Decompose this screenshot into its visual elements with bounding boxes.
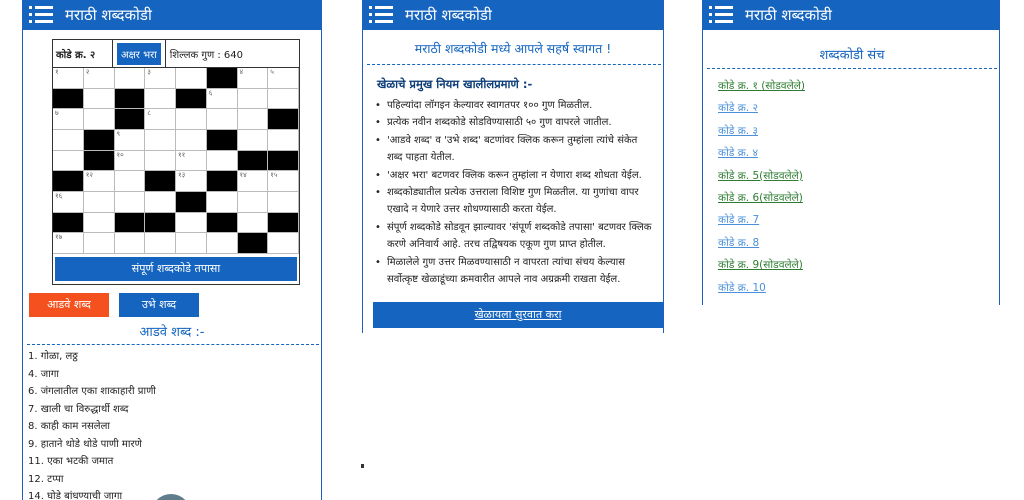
grid-cell-black [145,171,176,192]
grid-cell-black [207,68,238,89]
hamburger-menu-icon[interactable] [369,6,393,24]
crossword-header [53,40,299,68]
puzzle-link[interactable]: कोडे क्र. १ (सोडवलेले) [718,80,805,92]
clue-item: 8. काही काम नसलेला [28,421,110,432]
grid-cell[interactable] [176,151,207,172]
grid-cell[interactable] [176,213,207,234]
grid-cell[interactable] [115,130,146,151]
grid-cell[interactable] [238,192,269,213]
grid-cell-black [176,192,207,213]
grid-cell[interactable] [145,233,176,254]
tab-down[interactable]: उभे शब्द [119,293,199,317]
grid-cell[interactable] [238,130,269,151]
cell-number: ८ [147,109,151,118]
grid-cell-black [53,171,84,192]
grid-cell[interactable] [268,233,299,254]
cell-number: १७ [55,233,63,242]
grid-cell[interactable] [207,89,238,110]
app-title: मराठी शब्दकोडी [745,6,832,24]
grid-cell[interactable] [176,130,207,151]
puzzle-list-item [718,168,805,190]
cell-number: ३ [147,68,151,76]
puzzle-list-screen [702,0,1000,305]
grid-cell[interactable] [176,109,207,130]
grid-cell[interactable] [268,130,299,151]
rule-item: • पहिल्यांदा लॉगइन केल्यावर स्वागतपर १०० गुण मिळतील. [373,97,655,114]
puzzle-link[interactable]: कोडे क्र. 6(सोडवलेले) [718,191,803,204]
grid-cell[interactable] [53,151,84,172]
grid-cell[interactable] [84,109,115,130]
grid-cell[interactable] [53,109,84,130]
puzzle-code: कोडे क्र. २ [53,40,113,67]
puzzle-link[interactable]: कोडे क्र. ३ [718,124,758,137]
grid-cell-black [207,171,238,192]
grid-cell[interactable] [145,192,176,213]
clue-item: 11. एका भटकी जमात [28,456,114,467]
rules-title: खेळाचे प्रमुख नियम खालीलप्रमाणे :- [377,77,533,91]
check-crossword-button[interactable]: संपूर्ण शब्दकोडे तपासा [55,257,297,281]
cell-number: ७ [55,109,59,118]
rule-item: • 'आडवे शब्द' व 'उभे शब्द' बटणांवर क्लिक करून तुम्हांला त्यांचे संकेत शब्द पाहता येतील. [373,132,655,167]
grid-cell[interactable] [53,192,84,213]
grid-cell[interactable] [115,192,146,213]
puzzle-list-item [718,257,805,279]
puzzle-link[interactable]: कोडे क्र. ४ [718,147,758,160]
hamburger-menu-icon[interactable] [709,6,733,24]
grid-cell-black [145,213,176,234]
crossword-screen [22,0,322,500]
rule-item: • 'अक्षर भरा' बटणवर क्लिक करून तुम्हांला न येणारा शब्द शोधता येईल. [373,167,655,184]
puzzle-list-item [718,190,805,212]
rule-item: • शब्दकोड्यातील प्रत्येक उत्तराला विशिष्ट गुण मिळतील. या गुणांचा वापर एखादे न येणारे उत्तर शोधण्यासाठी करता येईल. [373,184,655,219]
hamburger-menu-icon[interactable] [29,6,53,24]
cell-number: ५ [270,68,274,76]
cell-number: १५ [270,171,278,180]
puzzle-link[interactable]: कोडे क्र. 10 [718,281,766,294]
grid-cell[interactable] [268,89,299,110]
grid-cell[interactable] [238,89,269,110]
puzzle-link[interactable]: कोडे क्र. 8 [718,236,760,249]
grid-cell[interactable] [207,151,238,172]
grid-cell[interactable] [176,171,207,192]
clue-item: 12. टप्पा [28,473,64,485]
grid-cell[interactable] [176,68,207,89]
grid-cell[interactable] [268,171,299,192]
grid-cell-black [115,109,146,130]
app-header [23,0,321,30]
puzzle-list [718,78,805,302]
clue-item: 4. जागा [28,368,59,380]
puzzle-link[interactable]: कोडे क्र. 9(सोडवलेले) [718,259,803,272]
grid-cell[interactable] [53,130,84,151]
grid-cell-black [238,151,269,172]
grid-cell-black [268,213,299,234]
floating-action-button[interactable] [151,494,191,500]
grid-cell[interactable] [145,130,176,151]
start-game-button[interactable]: खेळायला सुरवात करा [373,302,663,328]
grid-cell-black [238,233,269,254]
grid-cell[interactable] [115,171,146,192]
divider [367,64,661,65]
grid-cell[interactable] [115,151,146,172]
grid-cell[interactable] [84,233,115,254]
clue-item: 1. गोळा, लठ्ठ [28,351,78,362]
grid-cell[interactable] [268,68,299,89]
rules-list [373,97,655,288]
welcome-screen [362,0,664,333]
cell-number: १२ [85,171,94,180]
grid-cell[interactable] [238,68,269,89]
cell-number: १३ [178,171,186,180]
grid-cell[interactable] [207,233,238,254]
puzzle-list-item [718,280,805,302]
grid-cell-black [84,130,115,151]
cell-number: १६ [55,192,63,200]
tab-across[interactable]: आडवे शब्द [29,293,109,317]
grid-cell-black [207,213,238,234]
grid-cell[interactable] [238,213,269,234]
clue-tabs [29,293,199,317]
rule-item: • संपूर्ण शब्दकोडे सोडवून झाल्यावर 'संपूर्ण शब्दकोडे तपासा' बटणवर क्लिक करणे अनिवार्य आहे. तरच तद्विषयक एकूण गुण प्राप्त होतील. [373,219,655,254]
clue-item: 9. हाताने थोडे थोडे पाणी मारणे [28,438,142,450]
grid-cell-black [53,89,84,110]
app-title: मराठी शब्दकोडी [65,6,152,24]
puzzle-link[interactable]: कोडे क्र. 5(सोडवलेले) [718,169,803,182]
puzzle-list-item [718,212,805,234]
grid-cell[interactable] [176,233,207,254]
grid-cell[interactable] [207,109,238,130]
grid-cell[interactable] [84,192,115,213]
grid-cell[interactable] [115,68,146,89]
puzzle-list-item [718,78,805,100]
cell-number: ४ [239,68,244,76]
app-header [703,0,999,30]
app-title: मराठी शब्दकोडी [405,6,492,24]
rule-item: • मिळालेले गुण उत्तर मिळवण्यासाठी न वापरता त्यांचा संचय केल्यास सर्वोत्कृष्ट खेळाडूंच्या क्रमवारीत आपले नाव अग्रक्रमी राखता येईल. [373,254,655,289]
welcome-heading: मराठी शब्दकोडी मध्ये आपले सहर्ष स्वागत ! [414,41,612,56]
across-section-title: आडवे शब्द :- [139,325,205,340]
grid-cell[interactable] [207,192,238,213]
grid-cell[interactable] [268,192,299,213]
cell-number: १ [55,68,59,76]
puzzle-link[interactable]: कोडे क्र. 7 [718,214,760,227]
cell-number: ९ [116,130,121,138]
grid-cell[interactable] [84,213,115,234]
app-header [363,0,663,30]
grid-cell[interactable] [53,68,84,89]
scroll-marker [361,464,364,468]
grid-cell[interactable] [145,109,176,130]
divider [707,68,997,69]
grid-cell[interactable] [115,233,146,254]
puzzle-list-item [718,235,805,257]
grid-cell-black [115,89,146,110]
grid-cell-black [84,151,115,172]
grid-cell[interactable] [238,109,269,130]
puzzle-list-item [718,145,805,167]
grid-cell[interactable] [145,68,176,89]
puzzle-link[interactable]: कोडे क्र. २ [718,102,758,115]
grid-cell[interactable] [145,89,176,110]
cell-number: २ [85,68,90,76]
grid-cell-black [268,109,299,130]
grid-cell-black [115,213,146,234]
cell-number: १० [116,150,124,159]
grid-cell-black [176,89,207,110]
crossword-grid [53,68,299,254]
puzzle-list-item [718,100,805,122]
cell-number: ६ [208,88,213,97]
cell-number: १४ [239,171,247,180]
grid-cell[interactable] [84,68,115,89]
grid-cell[interactable] [53,233,84,254]
clue-list [28,348,156,500]
remaining-points: शिल्लक गुण : 640 [165,40,243,67]
puzzle-list-item [718,123,805,145]
grid-cell[interactable] [84,89,115,110]
fill-letter-button[interactable]: अक्षर भरा [117,43,161,65]
grid-cell-black [207,130,238,151]
rule-item: • प्रत्येक नवीन शब्दकोडे सोडविण्यासाठी ५० गुण वापरले जातील. [373,114,655,131]
grid-cell[interactable] [145,151,176,172]
clue-item: 14. घोडे बांधण्याची जागा [28,491,123,500]
clue-item: 6. जंगलातील एका शाकाहारी प्राणी [28,386,156,397]
grid-cell[interactable] [84,171,115,192]
puzzle-list-title: शब्दकोडी संच [819,48,885,63]
divider [27,344,319,345]
grid-cell-black [53,213,84,234]
crossword-board [52,39,300,285]
grid-cell-black [268,151,299,172]
clue-item: 7. खाली चा विरुद्धार्थी शब्द [28,403,129,415]
cell-number: ११ [178,150,186,159]
grid-cell[interactable] [238,171,269,192]
